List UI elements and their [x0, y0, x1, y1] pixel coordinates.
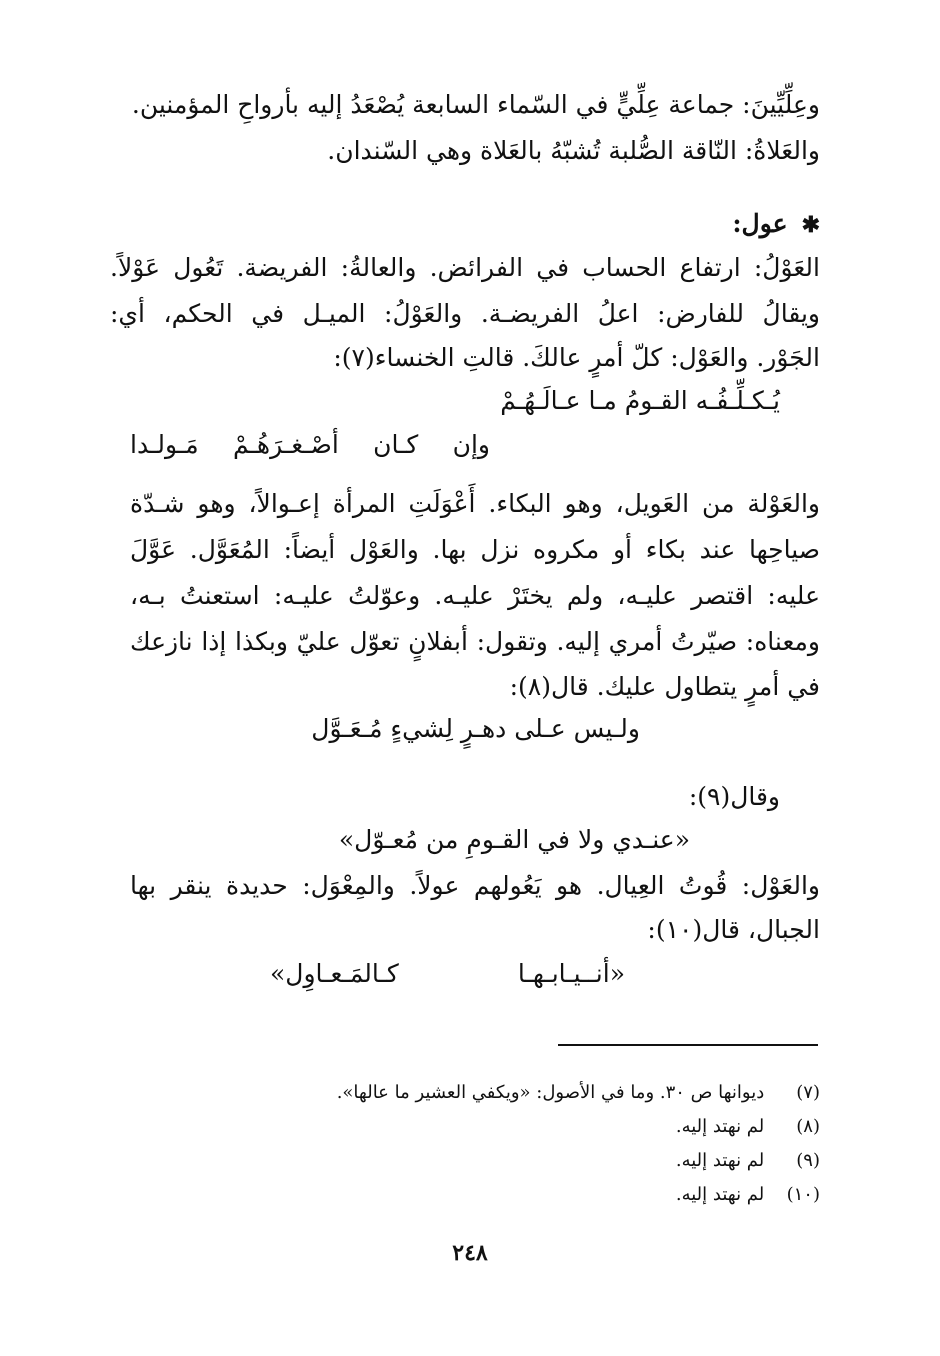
- poem-line-2: [130, 428, 490, 462]
- text-line-3: العَوْلُ: ارتفاع الحساب في الفرائض. والعالةُ: الفريضة. تَعُول عَوْلاً.: [110, 253, 820, 282]
- poem-line-4: «عنـدي ولا في القـومِ من مُعـوّل»: [338, 825, 690, 854]
- text-line-5: الجَوْر. والعَوْل: كلّ أمرٍ عالكَ. قالتِ الخنساء(٧):: [333, 343, 820, 372]
- footnote-9: [676, 1148, 820, 1174]
- poem-line-1-text: يُـكـلِّـفُـه القـومُ مـا عـالَـهُـمْ: [500, 386, 780, 415]
- poem-line-3: ولـيس عـلى دهـرٍ لِشيءٍ مُـعَـوَّل: [311, 714, 640, 743]
- poem-line-2-word-4: مَـولـدا: [130, 430, 199, 459]
- text-line-10: في أمرٍ يتطاول عليك. قال(٨):: [509, 672, 820, 701]
- footnote-8: [676, 1114, 820, 1140]
- text-line-7: صياحِها عند بكاء أو مكروه نزل بها. والعَوْل أيضاً: المُعَوَّل. عَوَّلَ: [130, 535, 820, 564]
- footnote-7-text: ديوانها ص ٣٠. وما في الأصول: «ويكفي العشير ما عالها».: [336, 1082, 765, 1103]
- text-line-2: والعَلاةُ: النّاقة الصُّلبة تُشبّهُ بالعَلاة وهي السّندان.: [327, 136, 820, 165]
- poem-line-1: [500, 384, 780, 418]
- text-line-9: ومعناه: صيّرتُ أمري إليه. وتقول: أبفلانٍ تعوّل عليّ وبكذا إذا نازعك: [130, 627, 820, 656]
- entry-heading-label: عول:: [732, 209, 788, 238]
- poem-line-5-hemistich-2: كـالمَـعـاوِل»: [270, 959, 399, 988]
- text-line-4: ويقالُ للفارض: اعلُ الفريضـة. والعَوْلُ: الميـل في الحكم، أي:: [110, 299, 820, 328]
- text-line-11: وقال(٩):: [688, 782, 780, 811]
- footnote-7-number: (٧): [796, 1082, 820, 1103]
- poem-line-5-hemistich-1: «أنــيـابـهـا: [517, 959, 625, 988]
- text-line-1: وعِلِّيِّينَ: جماعة عِلِّيٍّ في السّماء السابعة يُصْعَدُ إليه بأرواحِ المؤمنين.: [131, 90, 820, 119]
- text-line-8: عليه: اقتصر عليـه، ولم يختَرْ عليـه. وعوّلتُ عليـه: استعنتُ بـه،: [130, 581, 820, 610]
- footnote-10: [676, 1182, 820, 1208]
- asterisk-icon: ✱: [801, 212, 820, 238]
- footnote-9-text: لم نهتد إليه.: [675, 1150, 765, 1171]
- footnote-10-text: لم نهتد إليه.: [675, 1184, 765, 1205]
- footnote-8-text: لم نهتد إليه.: [675, 1116, 765, 1137]
- page-number: ٢٤٨: [452, 1240, 488, 1266]
- footnote-divider: [558, 1044, 818, 1046]
- footnote-10-number: (١٠): [786, 1184, 820, 1205]
- footnote-7: [337, 1080, 820, 1106]
- poem-line-5: [270, 957, 625, 991]
- footnote-9-number: (٩): [796, 1150, 820, 1171]
- footnote-8-number: (٨): [796, 1116, 820, 1137]
- poem-line-2-word-2: كـان: [373, 430, 419, 459]
- poem-line-2-word-3: أصْـغـرَهُـمْ: [232, 430, 339, 459]
- poem-line-2-word-1: وإن: [452, 430, 490, 459]
- text-line-6: والعَوْلة من العَويل، وهو البكاء. أَعْوَلَتِ المرأة إعـوالاً، وهو شـدّة: [130, 489, 820, 518]
- entry-heading: [732, 207, 820, 242]
- text-line-13: الجبال، قال(١٠):: [647, 915, 820, 944]
- text-line-12: والعَوْل: قُوتُ العِيال. هو يَعُولهم عولاً. والمِعْوَل: حديدة ينقر بها: [130, 871, 820, 900]
